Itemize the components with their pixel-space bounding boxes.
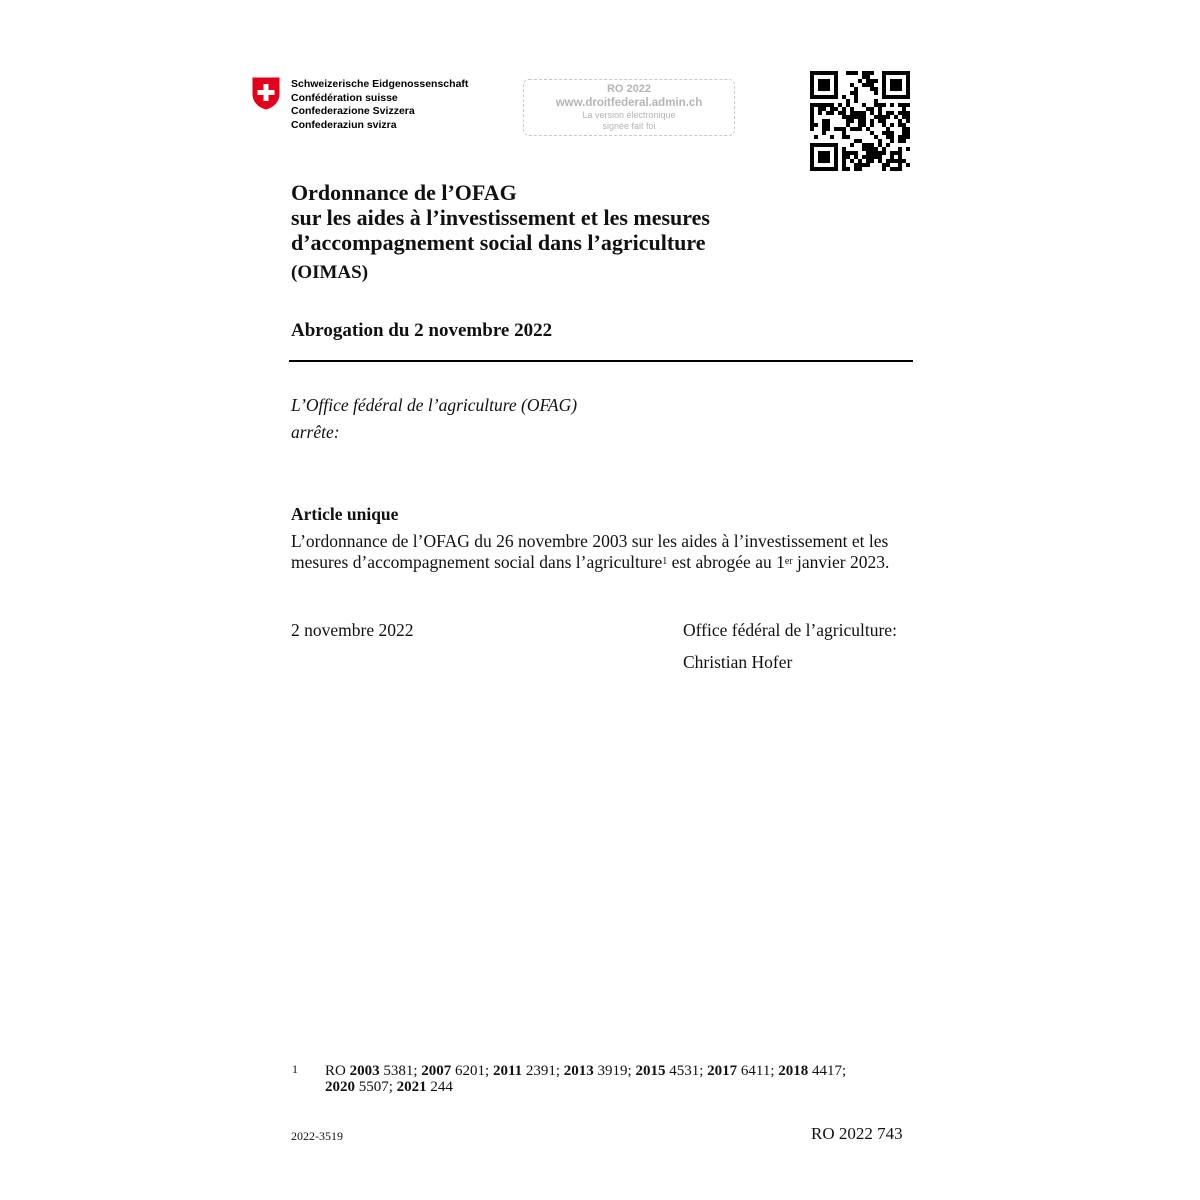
footnote-ref-year: 2018 — [778, 1063, 809, 1079]
stamp-line: La version électronique — [582, 110, 676, 120]
signatory-name: Christian Hofer — [683, 652, 793, 672]
confederation-name: Confederaziun svizra — [291, 118, 397, 131]
confederation-name: Confederazione Svizzera — [291, 105, 415, 117]
preamble-line: L’Office fédéral de l’agriculture (OFAG) — [291, 395, 578, 415]
footnote-ref-year: 2021 — [396, 1079, 427, 1095]
stamp-line: signée fait foi — [602, 121, 656, 131]
preamble — [291, 392, 577, 446]
signature-office: Office fédéral de l’agriculture: — [683, 620, 897, 640]
footnote-ref-year: 2011 — [492, 1063, 523, 1079]
title-line: Ordonnance de l’OFAG — [291, 180, 517, 205]
confederation-name: Confédération suisse — [291, 91, 398, 104]
confederation-names — [291, 78, 468, 132]
qr-code-icon — [810, 71, 910, 171]
article-body — [291, 531, 911, 573]
document-subtitle: Abrogation du 2 novembre 2022 — [291, 320, 553, 341]
article-text: mesures d’accompagnement social dans l’agriculture — [291, 552, 663, 572]
title-divider — [289, 360, 913, 362]
confederation-name: Schweizerische Eidgenossenschaft — [291, 78, 469, 90]
swiss-cross-icon — [252, 77, 280, 110]
document-number: 2022-3519 — [291, 1129, 343, 1143]
article-heading: Article unique — [291, 504, 399, 524]
title-line: sur les aides à l’investissement et les mesures — [291, 205, 710, 230]
footnote-text — [325, 1063, 846, 1095]
footnote-ref-year: 2007 — [421, 1063, 452, 1079]
title-abbreviation: (OIMAS) — [291, 262, 369, 283]
stamp-url: www.droitfederal.admin.ch — [555, 97, 703, 109]
stamp-line: RO 2022 — [606, 83, 652, 95]
article-text: janvier 2023. — [792, 552, 890, 572]
ordinal-suffix: er — [784, 556, 793, 567]
signature-date: 2 novembre 2022 — [291, 620, 414, 640]
footnote-ref-year: 2013 — [563, 1063, 594, 1079]
footnote-number: 1 — [292, 1062, 298, 1076]
article-line — [291, 552, 911, 573]
article-line: L’ordonnance de l’OFAG du 26 novembre 2003 sur les aides à l’investissement et les — [291, 531, 889, 551]
footnote-line: RO 2003 5381; 2007 6201; 2011 2391; 2013 3919; 2015 4531; 2017 6411; 2018 4417; — [325, 1063, 847, 1079]
footnote-ref-year: 2020 — [325, 1079, 355, 1095]
official-compilation-reference: RO 2022 743 — [811, 1124, 903, 1143]
article-text: est abrogée au 1 — [667, 552, 785, 572]
footnote-ref-year: 2003 — [349, 1063, 380, 1079]
footnote-ref-year: 2017 — [707, 1063, 738, 1079]
electronic-version-stamp — [523, 79, 735, 136]
footnote-ref-year: 2015 — [635, 1063, 666, 1079]
title-line: d’accompagnement social dans l’agriculture — [291, 230, 706, 255]
footnote-reference[interactable]: 1 — [662, 556, 668, 567]
preamble-line: arrête: — [291, 422, 340, 442]
page-title — [291, 180, 710, 255]
footnote-line: 2020 5507; 2021 244 — [325, 1079, 453, 1095]
